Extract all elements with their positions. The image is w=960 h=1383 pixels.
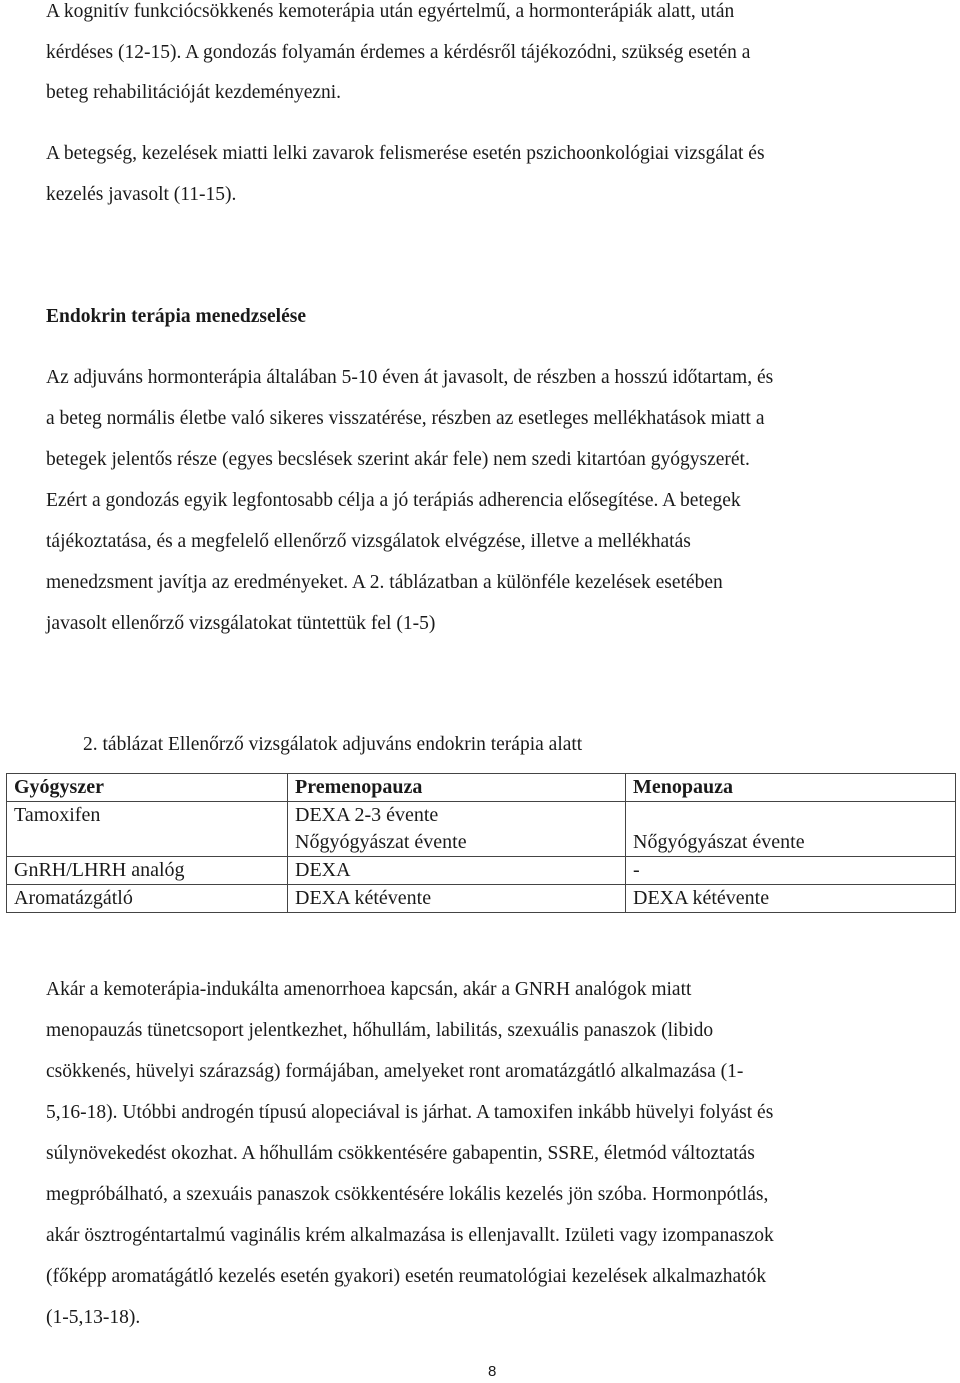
cell-drug: Aromatázgátló: [7, 885, 288, 913]
cell-menopause: -: [626, 857, 956, 885]
text-line: a beteg normális életbe való sikeres visszatérése, részben az esetleges mellékhatások miatt a: [46, 408, 765, 429]
table-header-row: [7, 774, 956, 802]
text-line: kezelés javasolt (11-15).: [46, 184, 237, 205]
cell-line: Nőgyógyászat évente: [633, 831, 805, 853]
text-line: súlynövekedést okozhat. A hőhullám csökkentésére gabapentin, SSRE, életmód változtatás: [46, 1143, 755, 1164]
cell-drug: GnRH/LHRH analóg: [7, 857, 288, 885]
text-line: A betegség, kezelések miatti lelki zavarok felismerése esetén pszichoonkológiai vizsgálat és: [46, 143, 765, 164]
cell-premenopause: DEXA kétévente: [288, 885, 626, 913]
text-line: menopauzás tünetcsoport jelentkezhet, hőhullám, labilitás, szexuális panaszok (libido: [46, 1020, 714, 1041]
page-number: 8: [488, 1363, 497, 1380]
header-cell-menopause: Menopauza: [626, 774, 956, 802]
text-line: Ezért a gondozás egyik legfontosabb célja a jó terápiás adherencia elősegítése. A betegek: [46, 490, 741, 511]
text-line: menedzsment javítja az eredményeket. A 2. táblázatban a különféle kezelések esetében: [46, 572, 723, 593]
text-line: Az adjuváns hormonterápia általában 5-10 éven át javasolt, de részben a hosszú időtartam, és: [46, 367, 774, 388]
monitoring-table: [6, 773, 956, 913]
cell-line: DEXA 2-3 évente: [295, 804, 439, 826]
cell-menopause: [626, 802, 956, 857]
text-line: betegek jelentős része (egyes becslések szerint akár fele) nem szedi kitartóan gyógyszerét.: [46, 449, 750, 470]
table-row: [7, 857, 956, 885]
section-heading: Endokrin terápia menedzselése: [46, 306, 306, 327]
table-caption: 2. táblázat Ellenőrző vizsgálatok adjuváns endokrin terápia alatt: [83, 734, 583, 755]
text-line: akár ösztrogéntartalmú vaginális krém alkalmazása is ellenjavallt. Izületi vagy izompanaszok: [46, 1225, 774, 1246]
table-row: [7, 802, 956, 857]
cell-spacer: [633, 802, 948, 829]
text-line: kérdéses (12-15). A gondozás folyamán érdemes a kérdésről tájékozódni, szükség esetén a: [46, 42, 751, 63]
table-row: [7, 885, 956, 913]
header-cell-premenopause: Premenopauza: [288, 774, 626, 802]
cell-drug: Tamoxifen: [7, 802, 288, 857]
header-cell-drug: Gyógyszer: [7, 774, 288, 802]
text-line: megpróbálható, a szexuáis panaszok csökkentésére lokális kezelés jön szóba. Hormonpótlás,: [46, 1184, 769, 1205]
cell-line: Nőgyógyászat évente: [295, 831, 467, 853]
text-line: 5,16-18). Utóbbi androgén típusú alopeciával is járhat. A tamoxifen inkább hüvelyi folyást és: [46, 1102, 774, 1123]
text-line: javasolt ellenőrző vizsgálatokat tüntettük fel (1-5): [46, 613, 436, 634]
text-line: csökkenés, hüvelyi szárazság) formájában, amelyeket ront aromatázgátló alkalmazása (1-: [46, 1061, 744, 1082]
text-line: (1-5,13-18).: [46, 1307, 141, 1328]
cell-premenopause: DEXA: [288, 857, 626, 885]
text-line: beteg rehabilitációját kezdeményezni.: [46, 82, 342, 103]
cell-menopause: DEXA kétévente: [626, 885, 956, 913]
text-line: A kognitív funkciócsökkenés kemoterápia után egyértelmű, a hormonterápiák alatt, után: [46, 1, 735, 22]
text-line: (főképp aromatágátló kezelés esetén gyakori) esetén reumatológiai kezelések alkalmazhatók: [46, 1266, 767, 1287]
cell-premenopause: [288, 802, 626, 857]
text-line: tájékoztatása, és a megfelelő ellenőrző vizsgálatok elvégzése, illetve a mellékhatás: [46, 531, 691, 552]
text-line: Akár a kemoterápia-indukálta amenorrhoea kapcsán, akár a GNRH analógok miatt: [46, 979, 692, 1000]
